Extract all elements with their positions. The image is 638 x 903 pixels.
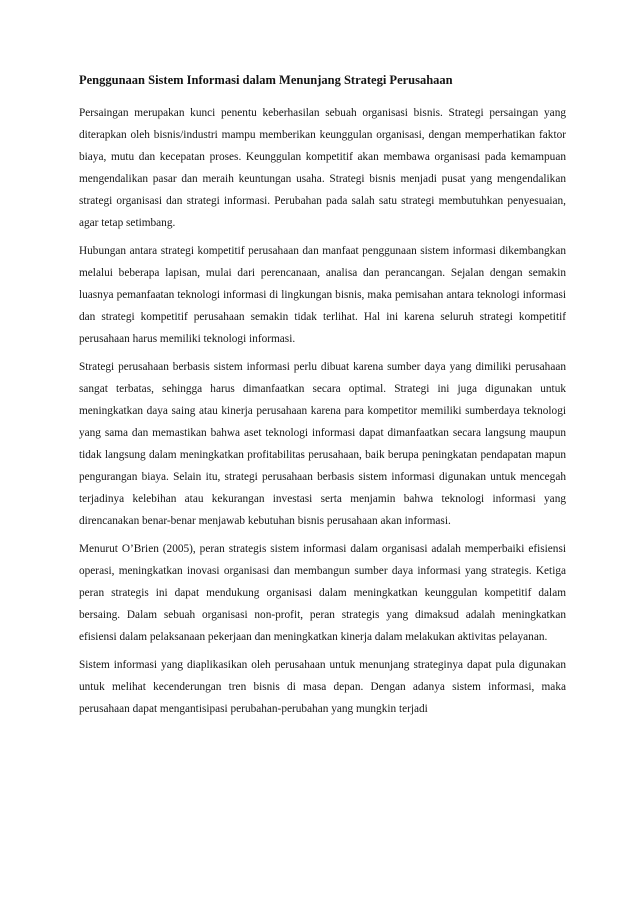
- paragraph-obrien: Menurut O’Brien (2005), peran strategis sistem informasi dalam organisasi adalah memperbaiki efisiensi operasi, meningkatkan inovasi organisasi dan membangun sumber daya informasi yang strategis. Ketiga peran strategis ini dapat mendukung organisasi dalam meningkatkan keunggulan kompetitif dalam bersaing. Dalam sebuah organisasi non-profit, peran strategis yang dimaksud adalah meningkatkan efisiensi dalam pelaksanaan pekerjaan dan meningkatkan kinerja dalam melakukan aktivitas pelayanan.: [79, 543, 566, 643]
- paragraph-strategi-perusahaan: Strategi perusahaan berbasis sistem informasi perlu dibuat karena sumber daya yang dimiliki perusahaan sangat terbatas, sehingga harus dimanfaatkan secara optimal. Strategi ini juga digunakan untuk meningkatkan daya saing atau kinerja perusahaan karena para kompetitor memiliki sumberdaya teknologi yang sama dan memastikan bahwa aset teknologi informasi dapat dimanfaatkan secara langsung maupun tidak langsung dalam meningkatkan profitabilitas perusahaan, baik berupa peningkatan pendapatan mapun pengurangan biaya. Selain itu, strategi perusahaan berbasis sistem informasi digunakan untuk mencegah terjadinya kelebihan atau kekurangan investasi serta menjamin bahwa teknologi informasi yang direncanakan benar-benar menjawab kebutuhan bisnis perusahaan akan informasi.: [79, 361, 566, 527]
- paragraph-hubungan: Hubungan antara strategi kompetitif perusahaan dan manfaat penggunaan sistem informasi dikembangkan melalui beberapa lapisan, mulai dari perencanaan, analisa dan perancangan. Sejalan dengan semakin luasnya pemanfaatan teknologi informasi di lingkungan bisnis, maka pemisahan antara teknologi informasi dan strategi kompetitif perusahaan semakin tidak terlihat. Hal ini karena seluruh strategi kompetitif perusahaan harus memiliki teknologi informasi.: [79, 245, 566, 345]
- paragraph-persaingan: Persaingan merupakan kunci penentu keberhasilan sebuah organisasi bisnis. Strategi persaingan yang diterapkan oleh bisnis/industri mampu memberikan keunggulan organisasi, dengan memperhatikan faktor biaya, mutu dan kecepatan proses. Keunggulan kompetitif akan membawa organisasi pada kemampuan mengendalikan pasar dan meraih keuntungan usaha. Strategi bisnis menjadi pusat yang mengendalikan strategi organisasi dan strategi informasi. Perubahan pada salah satu strategi membutuhkan penyesuaian, agar tetap setimbang.: [79, 107, 566, 229]
- paragraph-sistem-informasi: Sistem informasi yang diaplikasikan oleh perusahaan untuk menunjang strateginya dapat pula digunakan untuk melihat kecenderungan tren bisnis di masa depan. Dengan adanya sistem informasi, maka perusahaan dapat mengantisipasi perubahan-perubahan yang mungkin terjadi: [79, 659, 566, 715]
- document-title: Penggunaan Sistem Informasi dalam Menunjang Strategi Perusahaan: [79, 73, 453, 87]
